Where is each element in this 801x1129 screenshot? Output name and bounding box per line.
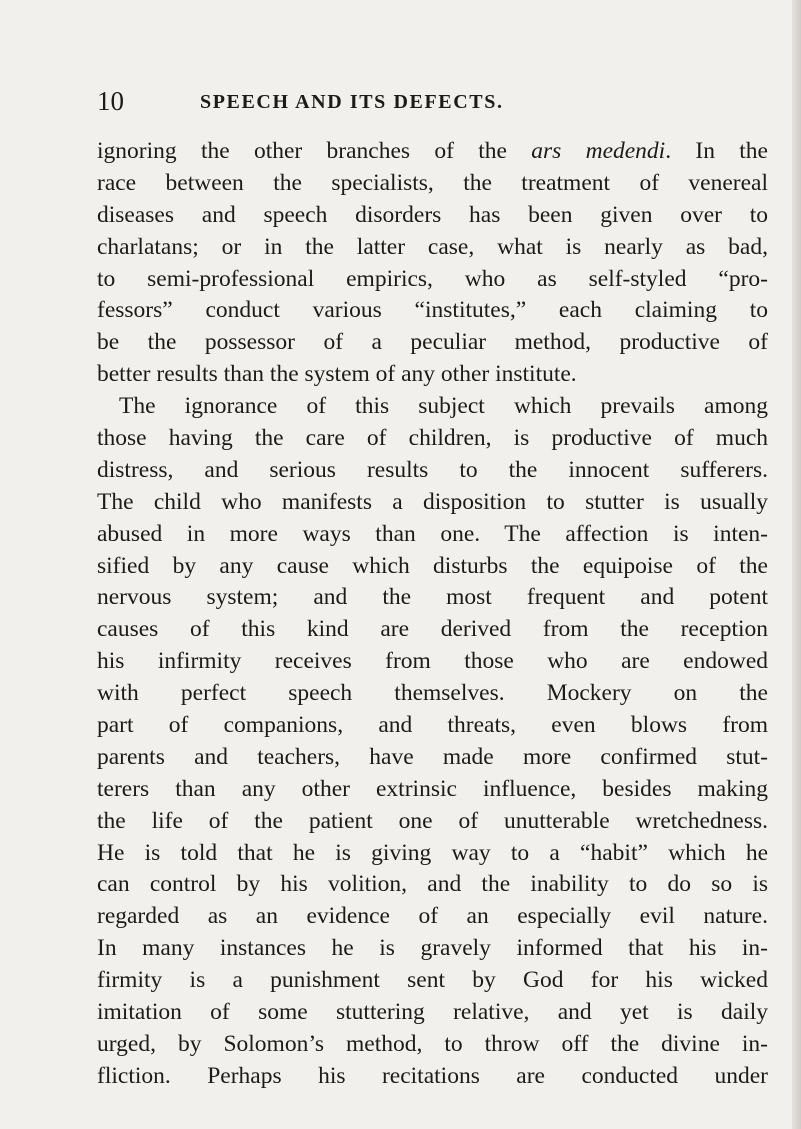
page-body <box>97 136 768 1093</box>
text-line: He is told that he is giving way to a “habit” which he <box>97 839 768 866</box>
text-line: fessors” conduct various “institutes,” each claiming to <box>97 297 768 324</box>
text-line: The ignorance of this subject which prevails among <box>119 393 768 420</box>
text-line: sified by any cause which disturbs the equipoise of the <box>97 552 768 579</box>
text-line: diseases and speech disorders has been given over to <box>97 201 768 228</box>
italic-phrase: ars medendi <box>531 138 666 164</box>
text-line: causes of this kind are derived from the reception <box>97 616 768 643</box>
running-title: SPEECH AND ITS DEFECTS. <box>200 91 504 113</box>
text-line: race between the specialists, the treatment of venereal <box>97 169 768 196</box>
text-line: imitation of some stuttering relative, and yet is daily <box>97 999 768 1026</box>
page-edge <box>792 0 801 1129</box>
text-line: be the possessor of a peculiar method, productive of <box>97 329 768 356</box>
text-line: terers than any other extrinsic influence, besides making <box>97 775 768 802</box>
text-line: urged, by Solomon’s method, to throw off the divine in- <box>97 1030 768 1057</box>
text-line: parents and teachers, have made more confirmed stut- <box>97 743 768 770</box>
text-line: regarded as an evidence of an especially evil nature. <box>97 903 768 930</box>
text-line: The child who manifests a disposition to stutter is usually <box>97 488 768 515</box>
text-line: ignoring the other branches of the ars medendi. In the <box>97 138 768 164</box>
text-line: nervous system; and the most frequent and potent <box>97 584 768 611</box>
text-line: charlatans; or in the latter case, what is nearly as bad, <box>97 233 768 260</box>
text-line: to semi-professional empirics, who as self-styled “pro- <box>97 265 768 292</box>
text-line: abused in more ways than one. The affection is inten- <box>97 520 768 547</box>
text-line: better results than the system of any other institute. <box>97 361 577 388</box>
text-line: the life of the patient one of unutterable wretchedness. <box>97 807 768 834</box>
text-line: fliction. Perhaps his recitations are conducted under <box>97 1062 768 1089</box>
text-line: distress, and serious results to the innocent sufferers. <box>97 456 768 483</box>
text-line: part of companions, and threats, even blows from <box>97 712 768 739</box>
text-line: can control by his volition, and the inability to do so is <box>97 871 768 898</box>
text-line: those having the care of children, is productive of much <box>97 425 768 452</box>
running-header <box>97 86 768 116</box>
text-line: his infirmity receives from those who are endowed <box>97 648 768 675</box>
text-line: firmity is a punishment sent by God for his wicked <box>97 967 768 994</box>
text-line: with perfect speech themselves. Mockery on the <box>97 680 768 707</box>
text-line: In many instances he is gravely informed that his in- <box>97 935 768 962</box>
page-number: 10 <box>97 86 124 116</box>
